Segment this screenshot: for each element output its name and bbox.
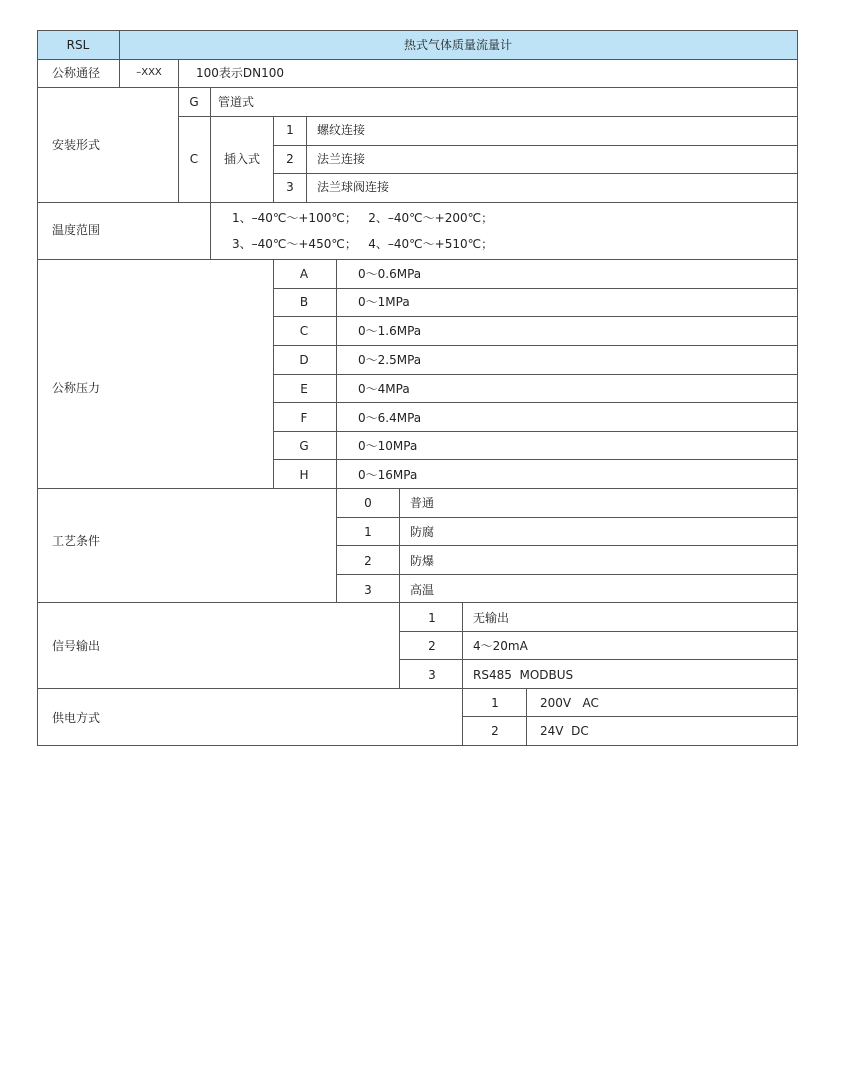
model-code: RSL [66,38,90,52]
process-value: 防腐 [410,525,435,539]
power-code: 2 [491,724,499,738]
grid-line [306,116,307,202]
signal-code: 3 [428,668,436,682]
process-value: 普通 [410,496,435,510]
pressure-code: C [299,324,309,338]
grid-line [399,488,400,602]
connection-name: 法兰连接 [317,152,366,166]
process-code: 3 [364,583,372,597]
pressure-code: F [300,411,308,425]
grid-line [178,59,179,87]
pressure-value: 0～10MPa [358,439,418,453]
temperature-line: 3、–40℃～+450℃； 4、–40℃～+510℃； [232,237,494,251]
pressure-code: D [299,353,309,367]
grid-line [337,545,798,546]
table-title: 热式气体质量流量计 [403,38,513,52]
diameter-desc: 100表示DN100 [196,66,285,80]
grid-line [274,402,798,403]
grid-line [337,574,798,575]
pressure-value: 0～16MPa [358,468,418,482]
pressure-value: 0～1.6MPa [358,324,422,338]
signal-value: RS485 MODBUS [473,668,574,682]
install-c-name: 插入式 [223,152,261,166]
install-g-name: 管道式 [218,95,255,109]
process-value: 高温 [410,583,435,597]
process-code: 1 [364,525,372,539]
signal-value: 无输出 [473,611,510,625]
grid-line [273,116,274,202]
grid-line [462,688,463,745]
pressure-value: 0～4MPa [358,382,410,396]
grid-line [210,202,211,259]
grid-line [37,602,798,603]
connection-code: 2 [286,152,294,166]
grid-line [274,288,798,289]
grid-line [37,30,38,746]
pressure-value: 0～1MPa [358,295,410,309]
pressure-value: 0～6.4MPa [358,411,422,425]
grid-line [37,688,798,689]
power-code: 1 [491,696,499,710]
grid-line [37,259,798,260]
connection-name: 法兰球阀连接 [317,180,390,194]
process-value: 防爆 [410,554,435,568]
grid-line [399,602,400,688]
grid-line [462,602,463,688]
process-code: 2 [364,554,372,568]
grid-line [797,30,798,746]
grid-line [274,345,798,346]
process-label: 工艺条件 [52,534,101,548]
grid-line [37,30,798,31]
temperature-line: 1、–40℃～+100℃； 2、–40℃～+200℃； [232,211,494,225]
grid-line [179,116,798,117]
grid-line [274,431,798,432]
pressure-code: B [299,295,309,309]
grid-line [37,488,798,489]
grid-line [37,87,798,88]
connection-code: 3 [286,180,294,194]
grid-line [274,173,798,174]
grid-line [119,30,120,59]
grid-line [274,316,798,317]
grid-line [37,59,798,60]
pressure-code: H [299,468,309,482]
grid-line [210,116,211,202]
grid-line [526,688,527,745]
grid-line [274,374,798,375]
grid-line [178,87,179,202]
grid-line [336,259,337,488]
connection-code: 1 [286,123,294,137]
diameter-label: 公称通径 [52,66,101,80]
grid-line [463,716,798,717]
pressure-value: 0～0.6MPa [358,267,422,281]
grid-line [37,745,798,746]
pressure-value: 0～2.5MPa [358,353,422,367]
signal-code: 2 [428,639,436,653]
power-value: 200V AC [540,696,599,710]
grid-line [119,59,120,87]
pressure-code: E [300,382,308,396]
grid-line [274,459,798,460]
grid-line [400,659,798,660]
grid-line [336,488,337,602]
power-value: 24V DC [540,724,589,738]
pressure-label: 公称压力 [52,381,101,395]
pressure-code: A [299,267,309,281]
process-code: 0 [364,496,372,510]
grid-line [37,202,798,203]
install-c-code: C [189,152,199,166]
power-label: 供电方式 [52,711,101,725]
install-label: 安装形式 [52,138,101,152]
grid-line [210,87,211,116]
pressure-code: G [299,439,309,453]
signal-value: 4～20mA [473,639,528,653]
diameter-code: –XXX [136,67,162,78]
grid-line [273,259,274,488]
temperature-label: 温度范围 [52,223,101,237]
grid-line [400,631,798,632]
install-g-code: G [189,95,199,109]
connection-name: 螺纹连接 [317,123,366,137]
signal-label: 信号输出 [52,639,101,653]
signal-code: 1 [428,611,436,625]
grid-line [274,145,798,146]
grid-line [337,517,798,518]
